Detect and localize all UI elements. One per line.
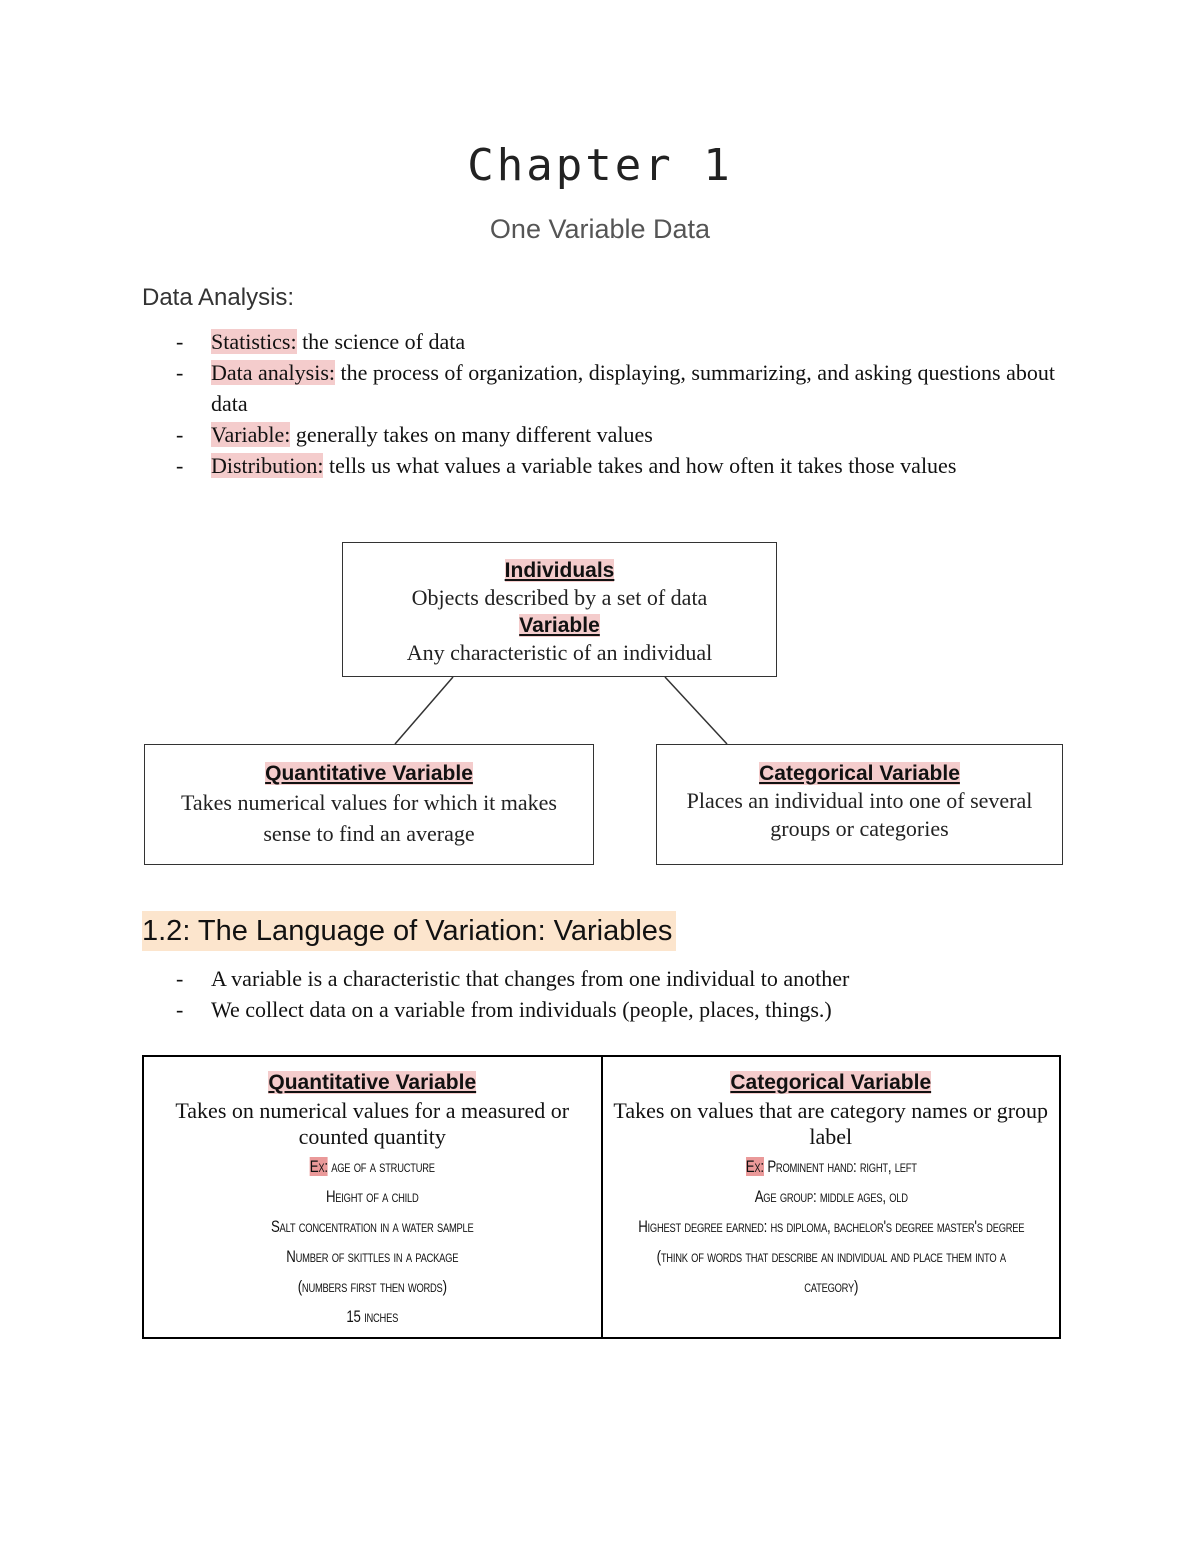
note-line: (numbers first then words) <box>297 1277 447 1296</box>
variable-heading: Variable <box>519 614 600 637</box>
page-title: Chapter 1 <box>467 140 733 191</box>
connector-line-right <box>665 677 727 744</box>
individuals-heading: Individuals <box>504 559 615 582</box>
example-text: age of a structure <box>327 1157 435 1176</box>
variables-table <box>142 1055 1061 1339</box>
note-line: 15 inches <box>346 1307 399 1326</box>
table-categorical-desc: Takes on values that are category names or group label <box>613 1098 1049 1149</box>
quantitative-box <box>144 744 594 865</box>
definition: tells us what values a variable takes and how often it takes those values <box>323 453 957 478</box>
data-analysis-label: Data Analysis: <box>142 284 295 311</box>
example-label: Ex: <box>745 1157 764 1176</box>
example-label: Ex: <box>309 1157 328 1176</box>
term: Variable: <box>211 422 291 447</box>
section-list <box>176 963 1056 1025</box>
note-line: Highest degree earned: hs diploma, bachelor's degree master's degree <box>637 1217 1024 1236</box>
note-line: Height of a child <box>325 1187 419 1206</box>
categorical-box <box>656 744 1063 865</box>
variable-text: Any characteristic of an individual <box>406 640 713 665</box>
table-categorical-notes <box>637 1152 1024 1302</box>
definition: the process of organization, displaying, summarizing, and asking questions about data <box>211 360 1055 416</box>
table-cell-quantitative <box>144 1057 601 1337</box>
note-line: Salt concentration in a water sample <box>270 1217 474 1236</box>
page-subtitle: One Variable Data <box>489 214 711 244</box>
note-line: Number of skittles in a package <box>286 1247 459 1266</box>
list-item: - A variable is a characteristic that changes from one individual to another <box>176 963 1056 994</box>
individuals-box <box>342 542 777 677</box>
table-categorical-heading: Categorical Variable <box>730 1071 932 1094</box>
table-cell-categorical <box>601 1057 1060 1337</box>
table-quantitative-desc: Takes on numerical values for a measured or counted quantity <box>175 1098 570 1149</box>
categorical-heading: Categorical Variable <box>759 762 960 785</box>
note-line: Age group: middle ages, old <box>754 1187 908 1206</box>
list-item: - We collect data on a variable from individuals (people, places, things.) <box>176 994 1056 1025</box>
term: Data analysis: <box>211 360 336 385</box>
table-quantitative-heading: Quantitative Variable <box>268 1071 477 1094</box>
section-heading: 1.2: The Language of Variation: Variables <box>142 911 676 951</box>
term: Distribution: <box>211 453 324 478</box>
table-quantitative-notes <box>147 1152 597 1332</box>
categorical-text: Places an individual into one of several groups or categories <box>686 788 1033 841</box>
definition: the science of data <box>296 329 466 354</box>
individuals-text: Objects described by a set of data <box>411 585 708 610</box>
quantitative-text: Takes numerical values for which it makes sense to find an average <box>181 790 557 846</box>
term: Statistics: <box>211 329 297 354</box>
connector-line-left <box>395 677 453 744</box>
note-line: (think of words that describe an individual and place them into a category) <box>656 1247 1006 1296</box>
example-text: Prominent hand: right, left <box>763 1157 917 1176</box>
quantitative-heading: Quantitative Variable <box>265 762 473 785</box>
definition: generally takes on many different values <box>290 422 653 447</box>
